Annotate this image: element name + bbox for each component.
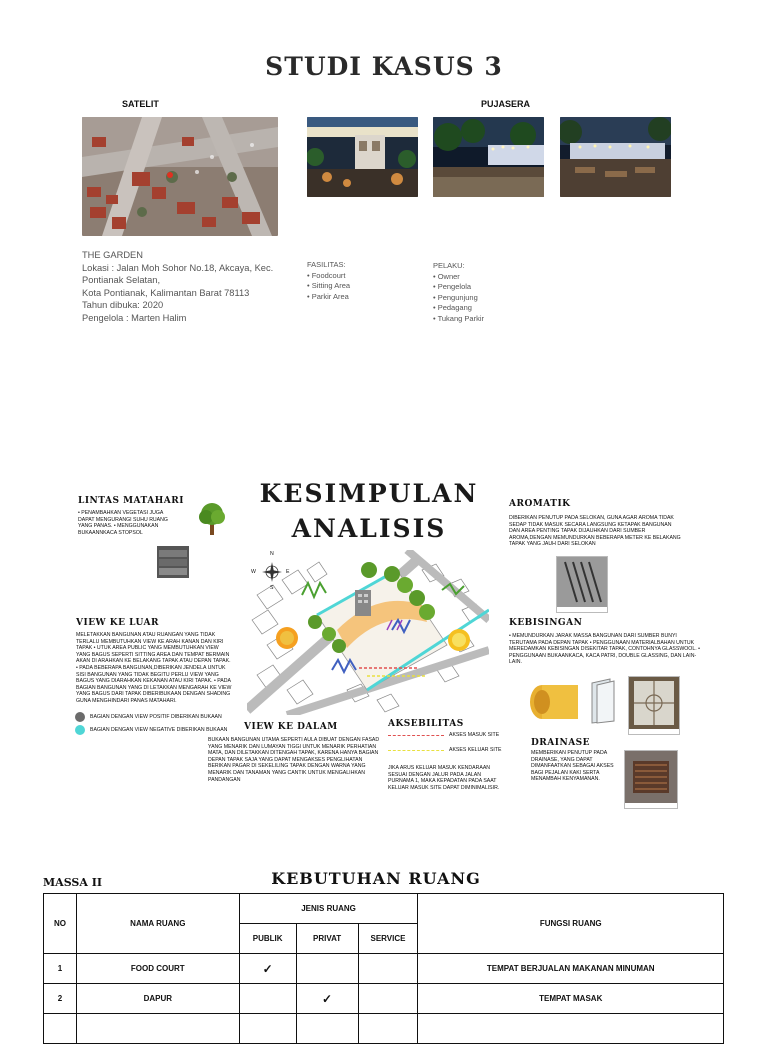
pelaku-item: • Owner	[433, 271, 460, 281]
double-glass-image	[588, 677, 618, 730]
view-ke-luar-text: MELETAKKAN BANGUNAN ATAU RUANGAN YANG TIDAK TERLALU MEMBUTUHKAN VIEW KE ARAH KANAN DAN KIRI TAPAK • UTUK AREA PUBLIC YANG MEMBUTUHKAN VIEW YANG BAGUS SEPERTI SITTING AREA DAN TEMPAT BERMAIN AKAN DI ARAHKAN KE BELAKANG TAPAK ATAU DEPAN TAPAK. • PADA BEBERAPA BANGUNAN,DIBERIKAN JENDELA UNTUK SISI BANGUNAN YANG TIDAK BEGITU PERLU VIEW YANG BAGUS YANG DIARAHKAN KEKANAN ATAU KIRI TAPAK. • PADA BAGIAN BANGUNAN YANG DI LETAKKAN MENGARAH KE VIEW YANG BAGUS DARI TAPAK DIBERIBUKAAN DENGAN SHADING GUNA MENGHINDARI PANAS MATAHARI.	[76, 632, 232, 704]
lintas-matahari-heading: LINTAS MATAHARI	[78, 496, 184, 506]
cell-service	[358, 954, 418, 984]
analysis-title-line1: KESIMPULAN	[259, 479, 479, 508]
aksebilitas-heading: AKSEBILITAS	[388, 719, 464, 729]
pelaku-block	[433, 261, 484, 324]
cell-empty	[418, 1014, 724, 1044]
cell-empty	[44, 1014, 77, 1044]
fasilitas-item: • Foodcourt	[307, 270, 346, 280]
table-row	[44, 954, 724, 984]
lintas-matahari-text: • PENAMBAHKAN VEGETASI JUGA DAPAT MENGURANGI SUHU RUANG YANG PANAS. • MENGGUNAKAN BUKAANNKACA STOPSOL	[78, 510, 168, 536]
cell-empty	[358, 1014, 418, 1044]
legend-positive-label: BAGIAN DENGAN VIEW POSITIF DIBERIKAN BUKAAN	[90, 714, 222, 720]
akses-keluar-line	[388, 750, 444, 751]
aromatik-text: DIBERIKAN PENUTUP PADA SELOKAN, GUNA AGAR AROMA TIDAK SEDAP TIDAK MASUK SECARA LANGSUNG KETAPAK BANGUNAN DAN AREA PENTING TAPAK DIJAUHKAN DARI SUMBER AROMA,DENGAN MEMUNDURKAN BEBERAPA METER KE BELAKANG TAPAK YANG JAUH DARI SELOKAN	[509, 515, 681, 548]
location-year: Tahun dibuka: 2020	[82, 300, 164, 310]
analysis-title	[240, 476, 498, 546]
akses-masuk-line	[388, 735, 444, 736]
legend-positive-dot	[75, 712, 85, 722]
table-row	[44, 1014, 724, 1044]
tree-icon	[196, 502, 228, 541]
drain-grate-image	[556, 556, 608, 613]
stopsol-glass-image	[157, 546, 189, 583]
location-name: THE GARDEN	[82, 250, 143, 260]
compass-n-label: N	[270, 551, 274, 557]
pelaku-item: • Tukang Parkir	[433, 313, 484, 323]
kebisingan-text: • MEMUNDURKAN JARAK MASSA BANGUNAN DARI SUMBER BUNYI TERUTAMA PADA DEPAN TAPAK • PENGGUNAAN MATERIALBAHAN UNTUK MEREDAMKAN KEBISINGAN DISEKITAR TAPAK, CONTOHNYA GLASSWOOL. • PENGGUNAAN BUKAANKACA, KACA PATRI, DOUBLE GLASSING, DAN LAIN-LAIN.	[509, 633, 700, 666]
header-privat: PRIVAT	[296, 924, 358, 954]
view-ke-dalam-heading: VIEW KE DALAM	[244, 722, 338, 732]
location-address-line1: Lokasi : Jalan Moh Sohor No.18, Akcaya, Kec.	[82, 262, 274, 273]
cell-empty	[239, 1014, 296, 1044]
location-address-line2: Pontianak Selatan,	[82, 275, 161, 285]
cell-nama: FOOD COURT	[76, 954, 239, 984]
satelit-label: SATELIT	[122, 99, 159, 109]
header-service: SERVICE	[358, 924, 418, 954]
pelaku-item: • Pedagang	[433, 303, 472, 312]
pujasera-photo-1	[307, 117, 418, 197]
header-publik: PUBLIK	[239, 924, 296, 954]
cell-no: 1	[44, 954, 77, 984]
akses-masuk-label: AKSES MASUK SITE	[449, 732, 500, 738]
header-fungsi-ruang: FUNGSI RUANG	[418, 894, 724, 954]
location-info	[82, 249, 302, 324]
location-manager: Pengelola : Marten Halim	[82, 312, 187, 323]
cell-privat	[296, 954, 358, 984]
cell-service	[358, 984, 418, 1014]
compass-w-label: W	[251, 569, 256, 575]
pelaku-title: PELAKU:	[433, 261, 465, 270]
location-address-line3: Kota Pontianak, Kalimantan Barat 78113	[82, 287, 250, 298]
view-ke-dalam-text: BUKAAN BANGUNAN UTAMA SEPERTI AULA DIBUAT DENGAN FASAD YANG MENARIK DAN LUMAYAN TIGGI UNTUK MENARIK PERHATIAN MATA, DAN DILETAKKAN DITENGAH TAPAK, KARENA HANYA BAGIAN DEPAN TAPAK SAJA YANG DAPAT MENGAKSES PENGLIHATAN BERIKAN PAGAR DI SEKELILING TAPAK DENGAN WARNA YANG MENARIK DAN TANAMAN YANG CANTIK UNTUK MENGALIHKAN PANDANGAN	[208, 737, 380, 783]
pelaku-item: • Pengunjung	[433, 292, 478, 302]
fasilitas-item: • Parkir Area	[307, 291, 349, 301]
legend-negative-label: BAGIAN DENGAN VIEW NEGATIVE DIBERIKAN BUKAAN	[90, 727, 228, 733]
compass-s-label: S	[270, 585, 274, 591]
drainase-text: MEMBERIKAN PENUTUP PADA DRAINASE, YANG DAPAT DIMANFAATKAN SEBAGAI AKSES BAGI PEJALAN KAKI SERTA MENAMBAH KENYAMANAN.	[531, 750, 614, 783]
pujasera-label: PUJASERA	[481, 99, 531, 109]
cell-empty	[296, 1014, 358, 1044]
cell-no: 2	[44, 984, 77, 1014]
pelaku-item: • Pengelola	[433, 282, 472, 291]
kebutuhan-ruang-title: KEBUTUHAN RUANG	[271, 869, 481, 888]
cell-publik	[239, 984, 296, 1014]
cell-nama: DAPUR	[76, 984, 239, 1014]
kebutuhan-ruang-table	[43, 893, 724, 1044]
cell-privat: ✓	[296, 984, 358, 1014]
fasilitas-block	[307, 260, 350, 302]
cell-publik: ✓	[239, 954, 296, 984]
compass-e-label: E	[286, 569, 290, 575]
header-nama-ruang: NAMA RUANG	[76, 894, 239, 954]
cell-empty	[76, 1014, 239, 1044]
glasswool-image	[528, 683, 583, 726]
aksebilitas-text: JIKA ARUS KELUAR MASUK KENDARAAN SESUAI DENGAN JALUR PADA JALAN PURNAMA 1, MAKA KEPADATAN PADA SAAT KELUAR MASUK SITE DAPAT DIMINIMALISIR.	[388, 765, 500, 791]
legend-negative-dot	[75, 725, 85, 735]
drainage-cover-image	[624, 750, 678, 809]
header-jenis-ruang: JENIS RUANG	[239, 894, 418, 924]
pujasera-photo-3	[560, 117, 671, 197]
fasilitas-item: • Sitting Area	[307, 281, 351, 290]
massa-label: MASSA II	[43, 876, 103, 889]
analysis-title-line2: ANALISIS	[291, 514, 447, 543]
kebisingan-heading: KEBISINGAN	[509, 618, 583, 628]
fasilitas-title: FASILITAS:	[307, 260, 346, 269]
drainase-heading: DRAINASE	[531, 738, 591, 748]
page-title: STUDI KASUS 3	[265, 52, 503, 81]
table-row	[44, 984, 724, 1014]
satellite-map-image	[82, 117, 278, 236]
cell-fungsi: TEMPAT BERJUALAN MAKANAN MINUMAN	[418, 954, 724, 984]
header-no: NO	[44, 894, 77, 954]
stained-glass-image	[628, 676, 680, 735]
akses-keluar-label: AKSES KELUAR SITE	[449, 747, 502, 753]
view-ke-luar-heading: VIEW KE LUAR	[76, 618, 159, 628]
aromatik-heading: AROMATIK	[509, 499, 571, 509]
pujasera-photo-2	[433, 117, 544, 197]
cell-fungsi: TEMPAT MASAK	[418, 984, 724, 1014]
